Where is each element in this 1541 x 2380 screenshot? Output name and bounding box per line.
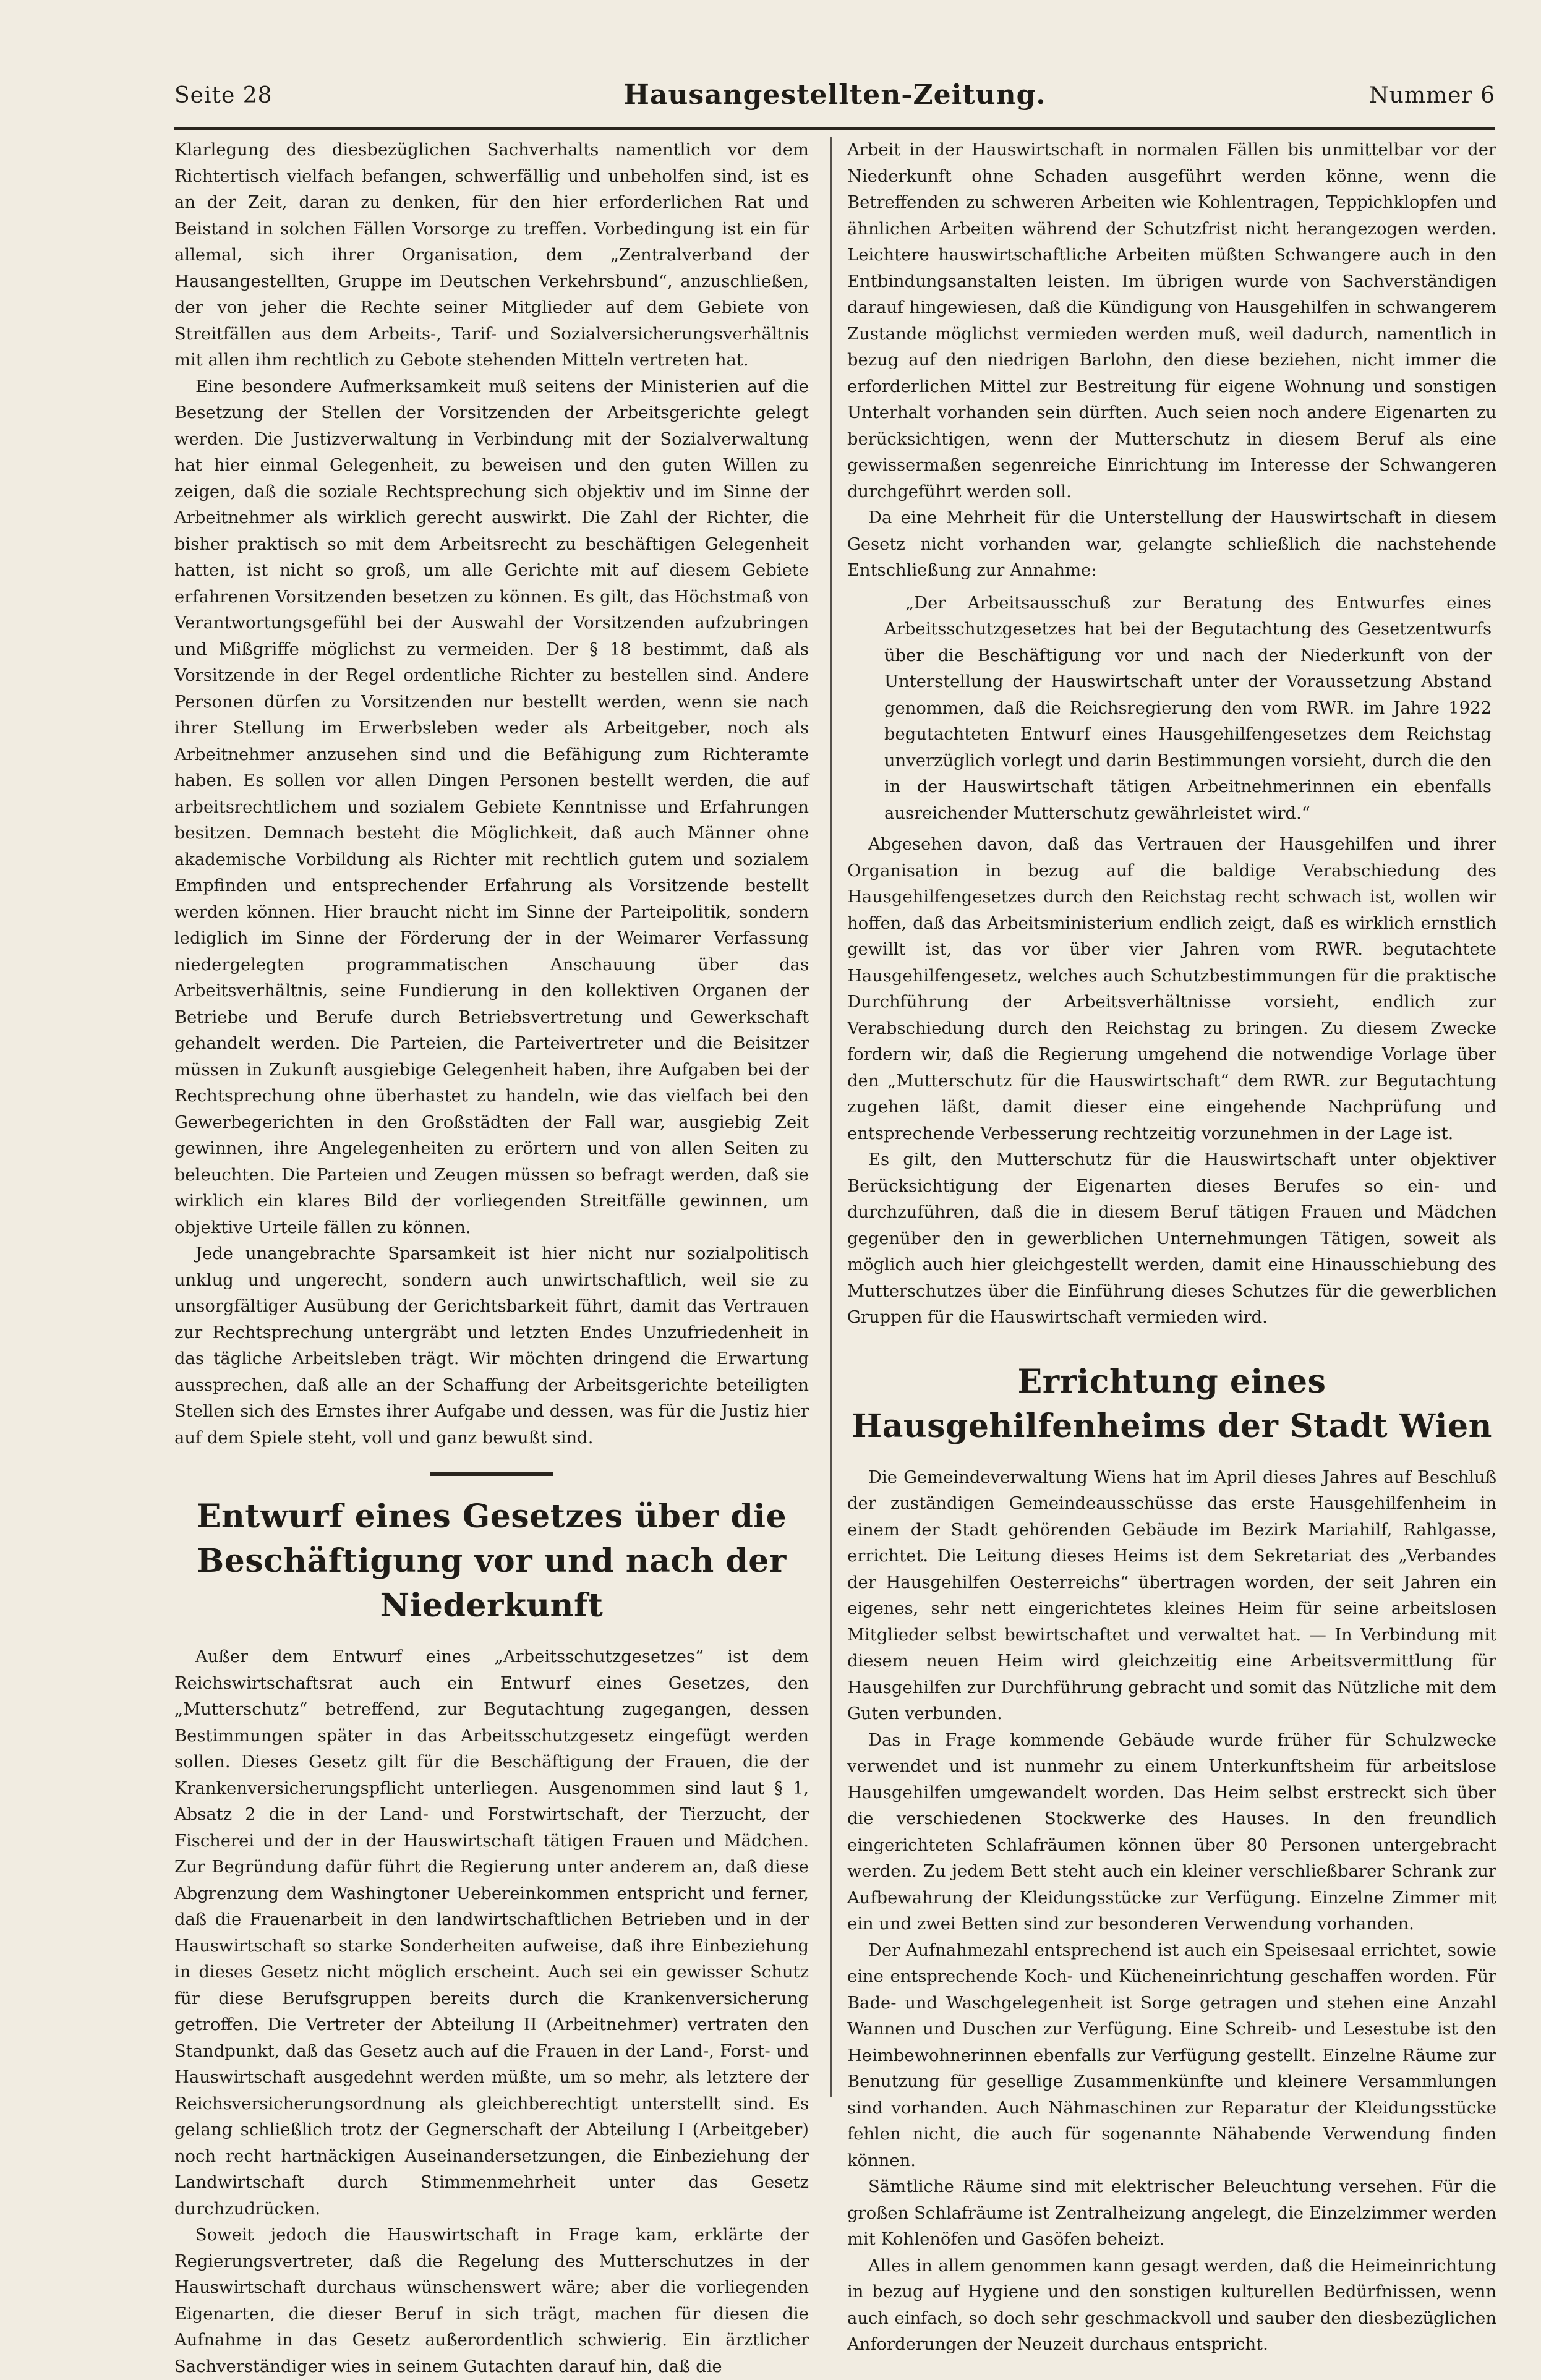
left-column	[174, 137, 809, 2376]
paragraph: Alles in allem genommen kann gesagt werden, daß die Heimeinrichtung in bezug auf Hygiene und den sonstigen kulturellen Bedürfnissen, wenn auch einfach, so doch sehr geschmackvoll und sauber den diesbezüglichen Anforderungen der Neuzeit durchaus entspricht.	[847, 2256, 1496, 2354]
paragraph: Außer dem Entwurf eines „Arbeitsschutzgesetzes“ ist dem Reichswirtschaftsrat auch ein Entwurf eines Gesetzes, den „Mutterschutz“ betreffend, zur Begutachtung zugegangen, dessen Bestimmungen später in das Arbeitsschutzgesetz eingefügt werden sollen. Dieses Gesetz gilt für die Beschäftigung der Frauen, die der Krankenversicherungspflicht unterliegen. Ausgenommen sind laut § 1, Absatz 2 die in der Land- und Forstwirtschaft, der Tierzucht, der Fischerei und der in der Hauswirtschaft tätigen Frauen und Mädchen. Zur Begründung dafür führt die Regierung unter anderem an, daß diese Abgrenzung dem Washingtoner Uebereinkommen entspricht und ferner, daß die Frauenarbeit in den landwirtschaftlichen Betrieben und in der Hauswirtschaft so starke Sonderheiten aufweise, daß ihre Einbeziehung in dieses Gesetz nicht möglich erscheint. Auch sei ein gewisser Schutz für diese Berufsgruppen bereits durch die Krankenversicherung getroffen. Die Vertreter der Abteilung II (Arbeitnehmer) vertraten den Standpunkt, daß das Gesetz auch auf die Frauen in der Land-, Forst- und Hauswirtschaft ausgedehnt werden müßte, um so mehr, als letztere der Reichsversicherungsordnung als gleichberechtigt unterstellt sind. Es gelang schließlich trotz der Gegnerschaft der Abteilung I (Arbeitgeber) noch recht hartnäckigen Auseinandersetzungen, die Einbeziehung der Landwirtschaft durch Stimmenmehrheit unter das Gesetz durchzudrücken.	[174, 1647, 809, 2219]
paragraph: Klarlegung des diesbezüglichen Sachverhalts namentlich vor dem Richtertisch vielfach befangen, schwerfällig und unbeholfen sind, ist es an der Zeit, daran zu denken, für den hier erforderlichen Rat und Beistand in solchen Fällen Vorsorge zu treffen. Vorbedingung ist ein für allemal, sich ihrer Organisation, dem „Zentralverband der Hausangestellten, Gruppe im Deutschen Verkehrsbund“, anzuschließen, der von jeher die Rechte seiner Mitglieder auf dem Gebiete von Streitfällen aus dem Arbeits-, Tarif- und Sozialversicherungsverhältnis mit allen ihm rechtlich zu Gebote stehenden Mitteln vertreten hat.	[174, 140, 809, 370]
section-divider	[430, 1472, 553, 1476]
right-column	[847, 137, 1496, 2354]
paragraph: Da eine Mehrheit für die Unterstellung der Hauswirtschaft in diesem Gesetz nicht vorhanden war, gelangte schließlich die nachstehende Entschließung zur Annahme:	[847, 508, 1496, 580]
paragraph: Das in Frage kommende Gebäude wurde früher für Schulzwecke verwendet und ist nunmehr zu einem Unterkunftsheim für arbeitslose Hausgehilfen umgewandelt worden. Das Heim selbst erstreckt sich über die verschiedenen Stockwerke des Hauses. In den freundlich eingerichteten Schlafräumen können über 80 Personen untergebracht werden. Zu jedem Bett steht auch ein kleiner verschließbarer Schrank zur Aufbewahrung der Kleidungsstücke zur Verfügung. Einzelne Zimmer mit ein und zwei Betten sind zur besonderen Verwendung vorhanden.	[847, 1730, 1496, 1934]
article-heading-hausgehilfenheim: Errichtung eines Hausgehilfenheims der Stadt Wien	[852, 1362, 1492, 1445]
column-divider	[830, 137, 832, 2097]
paragraph: Sämtliche Räume sind mit elektrischer Beleuchtung versehen. Für die großen Schlafräume ist Zentralheizung angelegt, die Einzelzimmer werden mit Kohlenöfen und Gasöfen beheizt.	[847, 2177, 1496, 2249]
paragraph: Die Gemeindeverwaltung Wiens hat im April dieses Jahres auf Beschluß der zuständigen Gemeindeausschüsse das erste Hausgehilfenheim in einem der Stadt gehörenden Gebäude im Bezirk Mariahilf, Rahlgasse, errichtet. Die Leitung dieses Heims ist dem Sekretariat des „Verbandes der Hausgehilfen Oesterreichs“ übertragen worden, der seit Jahren ein eigenes, sehr nett eingerichtetes kleines Heim für seine arbeitslosen Mitglieder selbst bewirtschaftet und verwaltet hat. — In Verbindung mit diesem neuen Heim wird gleichzeitig eine Arbeitsvermittlung für Hausgehilfen zur Durchführung gebracht und somit das Nützliche mit dem Guten verbunden.	[847, 1467, 1496, 1723]
paragraph: Der Aufnahmezahl entsprechend ist auch ein Speisesaal errichtet, sowie eine entsprechende Koch- und Kücheneinrichtung geschaffen worden. Für Bade- und Waschgelegenheit ist Sorge getragen und stehen eine Anzahl Wannen und Duschen zur Verfügung. Eine Schreib- und Lesestube ist den Heimbewohnerinnen ebenfalls zur Verfügung gestellt. Einzelne Räume zur Benutzung für gesellige Zusammenkünfte und kleinere Versammlungen sind vorhanden. Auch Nähmaschinen zur Reparatur der Kleidungsstücke fehlen nicht, die auch für sogenannte Nähabende Verwendung finden können.	[847, 1940, 1496, 2170]
paragraph: Abgesehen davon, daß das Vertrauen der Hausgehilfen und ihrer Organisation in bezug auf die baldige Verabschiedung des Hausgehilfengesetzes durch den Reichstag recht schwach ist, wollen wir hoffen, daß das Arbeitsministerium endlich zeigt, daß es wirklich ernstlich gewillt ist, das vor über vier Jahren vom RWR. begutachtete Hausgehilfengesetz, welches auch Schutzbestimmungen für die praktische Durchführung der Arbeitsverhältnisse vorsieht, endlich zur Verabschiedung durch den Reichstag zu bringen. Zu diesem Zwecke fordern wir, daß die Regierung umgehend die notwendige Vorlage über den „Mutterschutz für die Hauswirtschaft“ dem RWR. zur Begutachtung zugehen läßt, damit dieser eine eingehende Nachprüfung und entsprechende Verbesserung rechtzeitig vorzunehmen in der Lage ist.	[847, 835, 1496, 1143]
resolution-quote: „Der Arbeitsausschuß zur Beratung des Entwurfes eines Arbeitsschutzgesetzes hat bei der Begutachtung des Gesetzentwurfs über die Beschäftigung vor und nach der Niederkunft von der Unterstellung der Hauswirtschaft unter der Voraussetzung Abstand genommen, daß die Reichsregierung den vom RWR. im Jahre 1922 begutachteten Entwurf eines Hausgehilfengesetzes dem Reichstag unverzüglich vorlegt und darin Bestimmungen vorsieht, durch die den in der Hauswirtschaft tätigen Arbeitnehmerinnen ein ebenfalls ausreichender Mutterschutz gewährleistet wird.“	[884, 593, 1492, 823]
issue-number: Nummer 6	[1369, 83, 1495, 108]
masthead-rule	[174, 127, 1495, 130]
page-number: Seite 28	[174, 83, 273, 108]
paragraph: Soweit jedoch die Hauswirtschaft in Frage kam, erklärte der Regierungsvertreter, daß die Regelung des Mutterschutzes in der Hauswirtschaft durchaus wünschenswert wäre; aber die vorliegenden Eigenarten, die dieser Beruf in sich trägt, machen für diesen die Aufnahme in das Gesetz außerordentlich schwierig. Ein ärztlicher Sachverständiger wies in seinem Gutachten darauf hin, daß die	[174, 2225, 809, 2376]
paragraph: Jede unangebrachte Sparsamkeit ist hier nicht nur sozialpolitisch unklug und ungerecht, sondern auch unwirtschaftlich, weil sie zu unsorgfältiger Ausübung der Gerichtsbarkeit führt, damit das Vertrauen zur Rechtsprechung untergräbt und letzten Endes Unzufriedenheit in das tägliche Arbeitsleben trägt. Wir möchten dringend die Erwartung aussprechen, daß alle an der Schaffung der Arbeitsgerichte beteiligten Stellen sich des Ernstes ihrer Aufgabe und dessen, was für die Justiz hier auf dem Spiele steht, voll und ganz bewußt sind.	[174, 1244, 809, 1448]
paragraph: Eine besondere Aufmerksamkeit muß seitens der Ministerien auf die Besetzung der Stellen der Vorsitzenden der Arbeitsgerichte gelegt werden. Die Justizverwaltung in Verbindung mit der Sozialverwaltung hat hier einmal Gelegenheit, zu beweisen und den guten Willen zu zeigen, daß die soziale Rechtsprechung sich objektiv und im Sinne der Arbeitnehmer als wirklich gerecht auswirkt. Die Zahl der Richter, die bisher praktisch so mit dem Arbeitsrecht zu beschäftigen Gelegenheit hatten, ist nicht so groß, um alle Gerichte mit auf diesem Gebiete erfahrenen Vorsitzenden besetzen zu können. Es gilt, das Höchstmaß von Verantwortungsgefühl bei der Auswahl der Vorsitzenden aufzubringen und Mißgriffe möglichst zu vermeiden. Der § 18 bestimmt, daß als Vorsitzende in der Regel ordentliche Richter zu bestellen sind. Andere Personen dürfen zu Vorsitzenden nur bestellt werden, wenn sie nach ihrer Stellung im Erwerbsleben weder als Arbeitgeber, noch als Arbeitnehmer anzusehen sind und die Befähigung zum Richteramte haben. Es sollen vor allen Dingen Personen bestellt werden, die auf arbeitsrechtlichem und sozialem Gebiete Kenntnisse und Erfahrungen besitzen. Demnach besteht die Möglichkeit, daß auch Männer ohne akademische Vorbildung als Richter mit rechtlich gutem und sozialem Empfinden und entsprechender Erfahrung als Vorsitzende bestellt werden können. Hier braucht nicht im Sinne der Parteipolitik, sondern lediglich im Sinne der Förderung der in der Weimarer Verfassung niedergelegten programmatischen Anschauung über das Arbeitsverhältnis, seine Fundierung in den kollektiven Organen der Betriebe und Berufe durch Betriebsvertretung und Gewerkschaft gehandelt werden. Die Parteien, die Parteivertreter und die Beisitzer müssen in Zukunft ausgiebige Gelegenheit haben, ihre Aufgaben bei der Rechtsprechung ohne überhastet zu handeln, wie das vielfach bei den Gewerbegerichten in den Großstädten der Fall war, ausgiebig Zeit gewinnen, ihre Angelegenheiten zu erörtern und von allen Seiten zu beleuchten. Die Parteien und Zeugen müssen so befragt werden, daß sie wirklich ein klares Bild der vorliegenden Streitfälle gewinnen, um objektive Urteile fällen zu können.	[174, 377, 809, 1237]
paragraph: Es gilt, den Mutterschutz für die Hauswirtschaft unter objektiver Berücksichtigung der Eigenarten dieses Berufes so ein- und durchzuführen, daß die in diesem Beruf tätigen Frauen und Mädchen gegenüber den in gewerblichen Unternehmungen Tätigen, soweit als möglich auch hier gleichgestellt werden, damit eine Hinausschiebung des Mutterschutzes über die Einführung dieses Schutzes für die gewerblichen Gruppen für die Hauswirtschaft vermieden wird.	[847, 1150, 1496, 1327]
article-heading-mutterschutz: Entwurf eines Gesetzes über die Beschäftigung vor und nach der Niederkunft	[196, 1498, 787, 1624]
newspaper-title: Hausangestellten-Zeitung.	[623, 79, 1046, 111]
masthead	[174, 79, 1495, 127]
paragraph: Arbeit in der Hauswirtschaft in normalen Fällen bis unmittelbar vor der Niederkunft ohne Schaden ausgeführt werden könne, wenn die Betreffenden zu schweren Arbeiten wie Kohlentragen, Teppichklopfen und ähnlichen Arbeiten während der Schutzfrist nicht herangezogen werden. Leichtere hauswirtschaftliche Arbeiten müßten Schwangere auch in den Entbindungsanstalten leisten. Im übrigen wurde von Sachverständigen darauf hingewiesen, daß die Kündigung von Hausgehilfen in schwangerem Zustande möglichst vermieden werden muß, weil dadurch, namentlich in bezug auf den niedrigen Barlohn, den diese beziehen, nicht immer die erforderlichen Mittel zur Bestreitung für eigene Wohnung und sonstigen Unterhalt vorhanden sein dürften. Auch seien noch andere Eigenarten zu berücksichtigen, wenn der Mutterschutz in diesem Beruf als eine gewissermaßen segenreiche Einrichtung im Interesse der Schwangeren durchgeführt werden soll.	[847, 140, 1496, 501]
